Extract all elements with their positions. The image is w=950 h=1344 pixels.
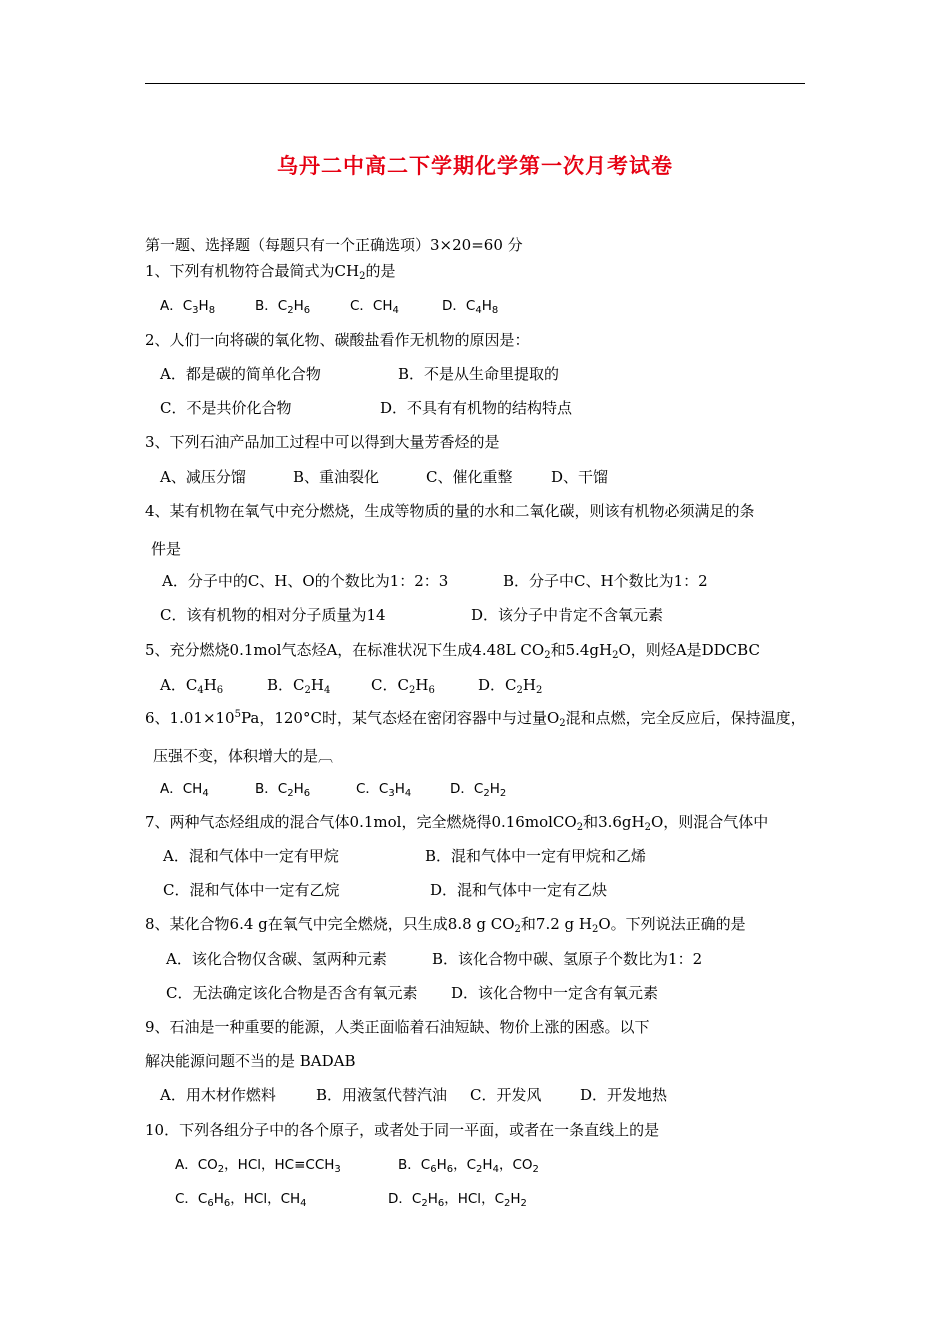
question-4-stem-cont: 件是	[151, 540, 182, 558]
question-8-option-d: D．该化合物中一定含有氧元素	[451, 984, 659, 1002]
question-6-option-b: B．$C_2H_6$	[255, 781, 311, 799]
question-4-option-d: D．该分子中肯定不含氧元素	[471, 606, 664, 624]
question-1-option-d: D．$C_4H_8$	[442, 298, 499, 316]
question-9-option-c: C．开发风	[470, 1086, 542, 1104]
question-9-option-d: D．开发地热	[580, 1086, 668, 1104]
question-9-stem-cont: 解决能源问题不当的是 BADAB	[145, 1052, 356, 1070]
question-10-option-a: A．$CO_2$，HCl，$HC\equiv CCH_3$	[175, 1157, 341, 1175]
question-6-stem: 6、$1.01\times 10^5Pa$，120°C时，某气态烃在密闭容器中与过量$O_2$混和点燃，完全反应后，保持温度，	[145, 709, 806, 729]
question-6-option-c: C．$C_3H_4$	[356, 781, 412, 799]
question-1-option-c: C．$CH_4$	[350, 298, 399, 316]
question-3-stem: 3、下列石油产品加工过程中可以得到大量芳香烃的是	[145, 433, 500, 451]
question-7-option-c: C．混和气体中一定有乙烷	[163, 881, 340, 899]
question-9-option-a: A．用木材作燃料	[160, 1086, 276, 1104]
question-8-stem: 8、某化合物6.4 g在氧气中完全燃烧，只生成8.8 g $CO_2$和7.2 g $H_2O$。下列说法正确的是	[145, 915, 746, 935]
question-4-option-b: B．分子中C、H个数比为1：2	[503, 572, 708, 590]
question-3-option-d: D、干馏	[551, 468, 609, 486]
question-3-option-b: B、重油裂化	[293, 468, 380, 486]
question-5-stem: 5、充分燃烧0.1mol气态烃A，在标准状况下生成4.48L $CO_2$和$5.4gH_2O$，则烃A是DDCBC	[145, 641, 760, 661]
question-3-option-c: C、催化重整	[426, 468, 513, 486]
question-3-option-a: A、减压分馏	[160, 468, 246, 486]
question-5-option-d: D．$C_2H_2$	[478, 676, 543, 696]
question-1-option-a: A．$C_3H_8$	[160, 298, 216, 316]
question-7-option-b: B．混和气体中一定有甲烷和乙烯	[425, 847, 647, 865]
question-1-stem: 1、下列有机物符合最简式为$CH_2$的是	[145, 262, 396, 282]
question-10-option-d: D．$C_2H_6$，HCl，$C_2H_2$	[388, 1191, 527, 1209]
question-2-option-c: C．不是共价化合物	[160, 399, 292, 417]
question-9-stem: 9、石油是一种重要的能源，人类正面临着石油短缺、物价上涨的困惑。以下	[145, 1018, 650, 1036]
question-5-option-b: B．$C_2H_4$	[267, 676, 331, 696]
question-10-option-c: C．$C_6H_6$，HCl，$CH_4$	[175, 1191, 307, 1209]
question-2-option-d: D．不具有有机物的结构特点	[380, 399, 573, 417]
question-5-option-a: A．$C_4H_6$	[160, 676, 224, 696]
question-2-stem: 2、人们一向将碳的氧化物、碳酸盐看作无机物的原因是：	[145, 331, 530, 349]
question-6-option-a: A．$CH_4$	[160, 781, 209, 799]
question-4-option-c: C．该有机物的相对分子质量为14	[160, 606, 386, 624]
header-rule	[145, 83, 805, 84]
question-1-option-b: B．$C_2H_6$	[255, 298, 311, 316]
question-4-stem: 4、某有机物在氧气中充分燃烧，生成等物质的量的水和二氧化碳，则该有机物必须满足的条	[145, 502, 755, 520]
section-heading: 第一题、选择题（每题只有一个正确选项）3×20=60 分	[145, 236, 523, 254]
question-8-option-b: B．该化合物中碳、氢原子个数比为1：2	[432, 950, 703, 968]
question-5-option-c: C．$C_2H_6$	[371, 676, 435, 696]
question-6-stem-cont: 压强不变，体积增大的是︹	[153, 747, 334, 765]
page-title: 乌丹二中高二下学期化学第一次月考试卷	[277, 153, 673, 178]
question-7-option-d: D．混和气体中一定有乙炔	[430, 881, 608, 899]
question-4-option-a: A．分子中的C、H、O的个数比为1：2：3	[162, 572, 449, 590]
question-6-option-d: D．$C_2H_2$	[450, 781, 507, 799]
question-8-option-a: A．该化合物仅含碳、氢两种元素	[166, 950, 387, 968]
question-9-option-b: B．用液氢代替汽油	[316, 1086, 448, 1104]
question-10-stem: 10．下列各组分子中的各个原子，或者处于同一平面，或者在一条直线上的是	[145, 1121, 660, 1139]
question-2-option-b: B．不是从生命里提取的	[398, 365, 560, 383]
question-8-option-c: C．无法确定该化合物是否含有氧元素	[166, 984, 418, 1002]
question-7-option-a: A．混和气体中一定有甲烷	[163, 847, 339, 865]
question-7-stem: 7、两种气态烃组成的混合气体0.1mol，完全燃烧得0.16molCO$_2$和$3.6gH_2O$，则混合气体中	[145, 813, 769, 833]
question-2-option-a: A．都是碳的简单化合物	[160, 365, 321, 383]
question-10-option-b: B．$C_6H_6$，$C_2H_4$，$CO_2$	[398, 1157, 539, 1175]
